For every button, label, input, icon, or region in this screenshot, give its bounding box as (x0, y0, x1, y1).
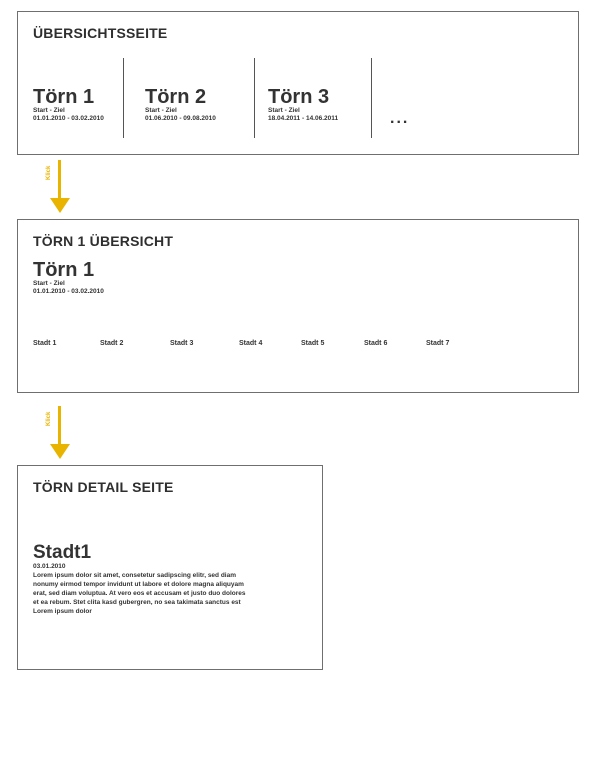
tour-name: Törn 1 (33, 86, 95, 108)
click-arrow-label: Klick (46, 165, 52, 180)
tour-route: Start - Ziel (145, 107, 177, 114)
city-date: 03.01.2010 (33, 563, 66, 570)
tour-card-2[interactable] (145, 87, 216, 123)
tour-dates: 01.01.2010 - 03.02.2010 (33, 115, 104, 122)
tour-dates: 01.06.2010 - 09.08.2010 (145, 115, 216, 122)
tour-dates: 01.01.2010 - 03.02.2010 (33, 288, 104, 295)
down-arrow-icon (49, 406, 71, 460)
tour-detail-box (17, 465, 323, 670)
tour-route: Start - Ziel (33, 280, 65, 287)
tour-dates: 18.04.2011 - 14.06.2011 (268, 115, 339, 122)
tour-name: Törn 1 (33, 259, 95, 281)
tour-overview-box (17, 219, 579, 393)
tour-card-3[interactable] (268, 87, 338, 123)
tour-separator (123, 58, 124, 138)
city-link-2[interactable]: Stadt 2 (100, 340, 124, 347)
city-link-5[interactable]: Stadt 5 (301, 340, 325, 347)
tour-name: Törn 3 (268, 86, 330, 108)
tour-summary (33, 260, 104, 296)
more-tours-ellipsis[interactable]: ... (390, 110, 410, 127)
click-arrow-label: Klick (46, 411, 52, 426)
overview-page-box (17, 11, 579, 155)
tour-route: Start - Ziel (268, 107, 300, 114)
city-link-6[interactable]: Stadt 6 (364, 340, 388, 347)
tour-card-1[interactable] (33, 87, 104, 123)
overview-page-title: ÜBERSICHTSSEITE (33, 25, 168, 41)
tour-overview-title: TÖRN 1 ÜBERSICHT (33, 233, 174, 249)
tour-separator (371, 58, 372, 138)
tour-detail-title: TÖRN DETAIL SEITE (33, 479, 174, 495)
tour-route: Start - Ziel (33, 107, 65, 114)
city-link-7[interactable]: Stadt 7 (426, 340, 450, 347)
city-link-4[interactable]: Stadt 4 (239, 340, 263, 347)
city-description: Lorem ipsum dolor sit amet, consetetur sadipscing elitr, sed diam nonumy eirmod tempor invidunt ut labore et dolore magna aliquyam erat, sed diam voluptua. At vero eos et accusam et justo duo dolores et ea rebum. Stet clita kasd gubergren, no sea takimata sanctus est Lorem ipsum dolor (33, 572, 246, 615)
city-link-1[interactable]: Stadt 1 (33, 340, 57, 347)
city-name: Stadt1 (33, 542, 92, 563)
tour-separator (254, 58, 255, 138)
city-detail (33, 543, 253, 616)
tour-name: Törn 2 (145, 86, 207, 108)
city-link-3[interactable]: Stadt 3 (170, 340, 194, 347)
down-arrow-icon (49, 160, 71, 214)
